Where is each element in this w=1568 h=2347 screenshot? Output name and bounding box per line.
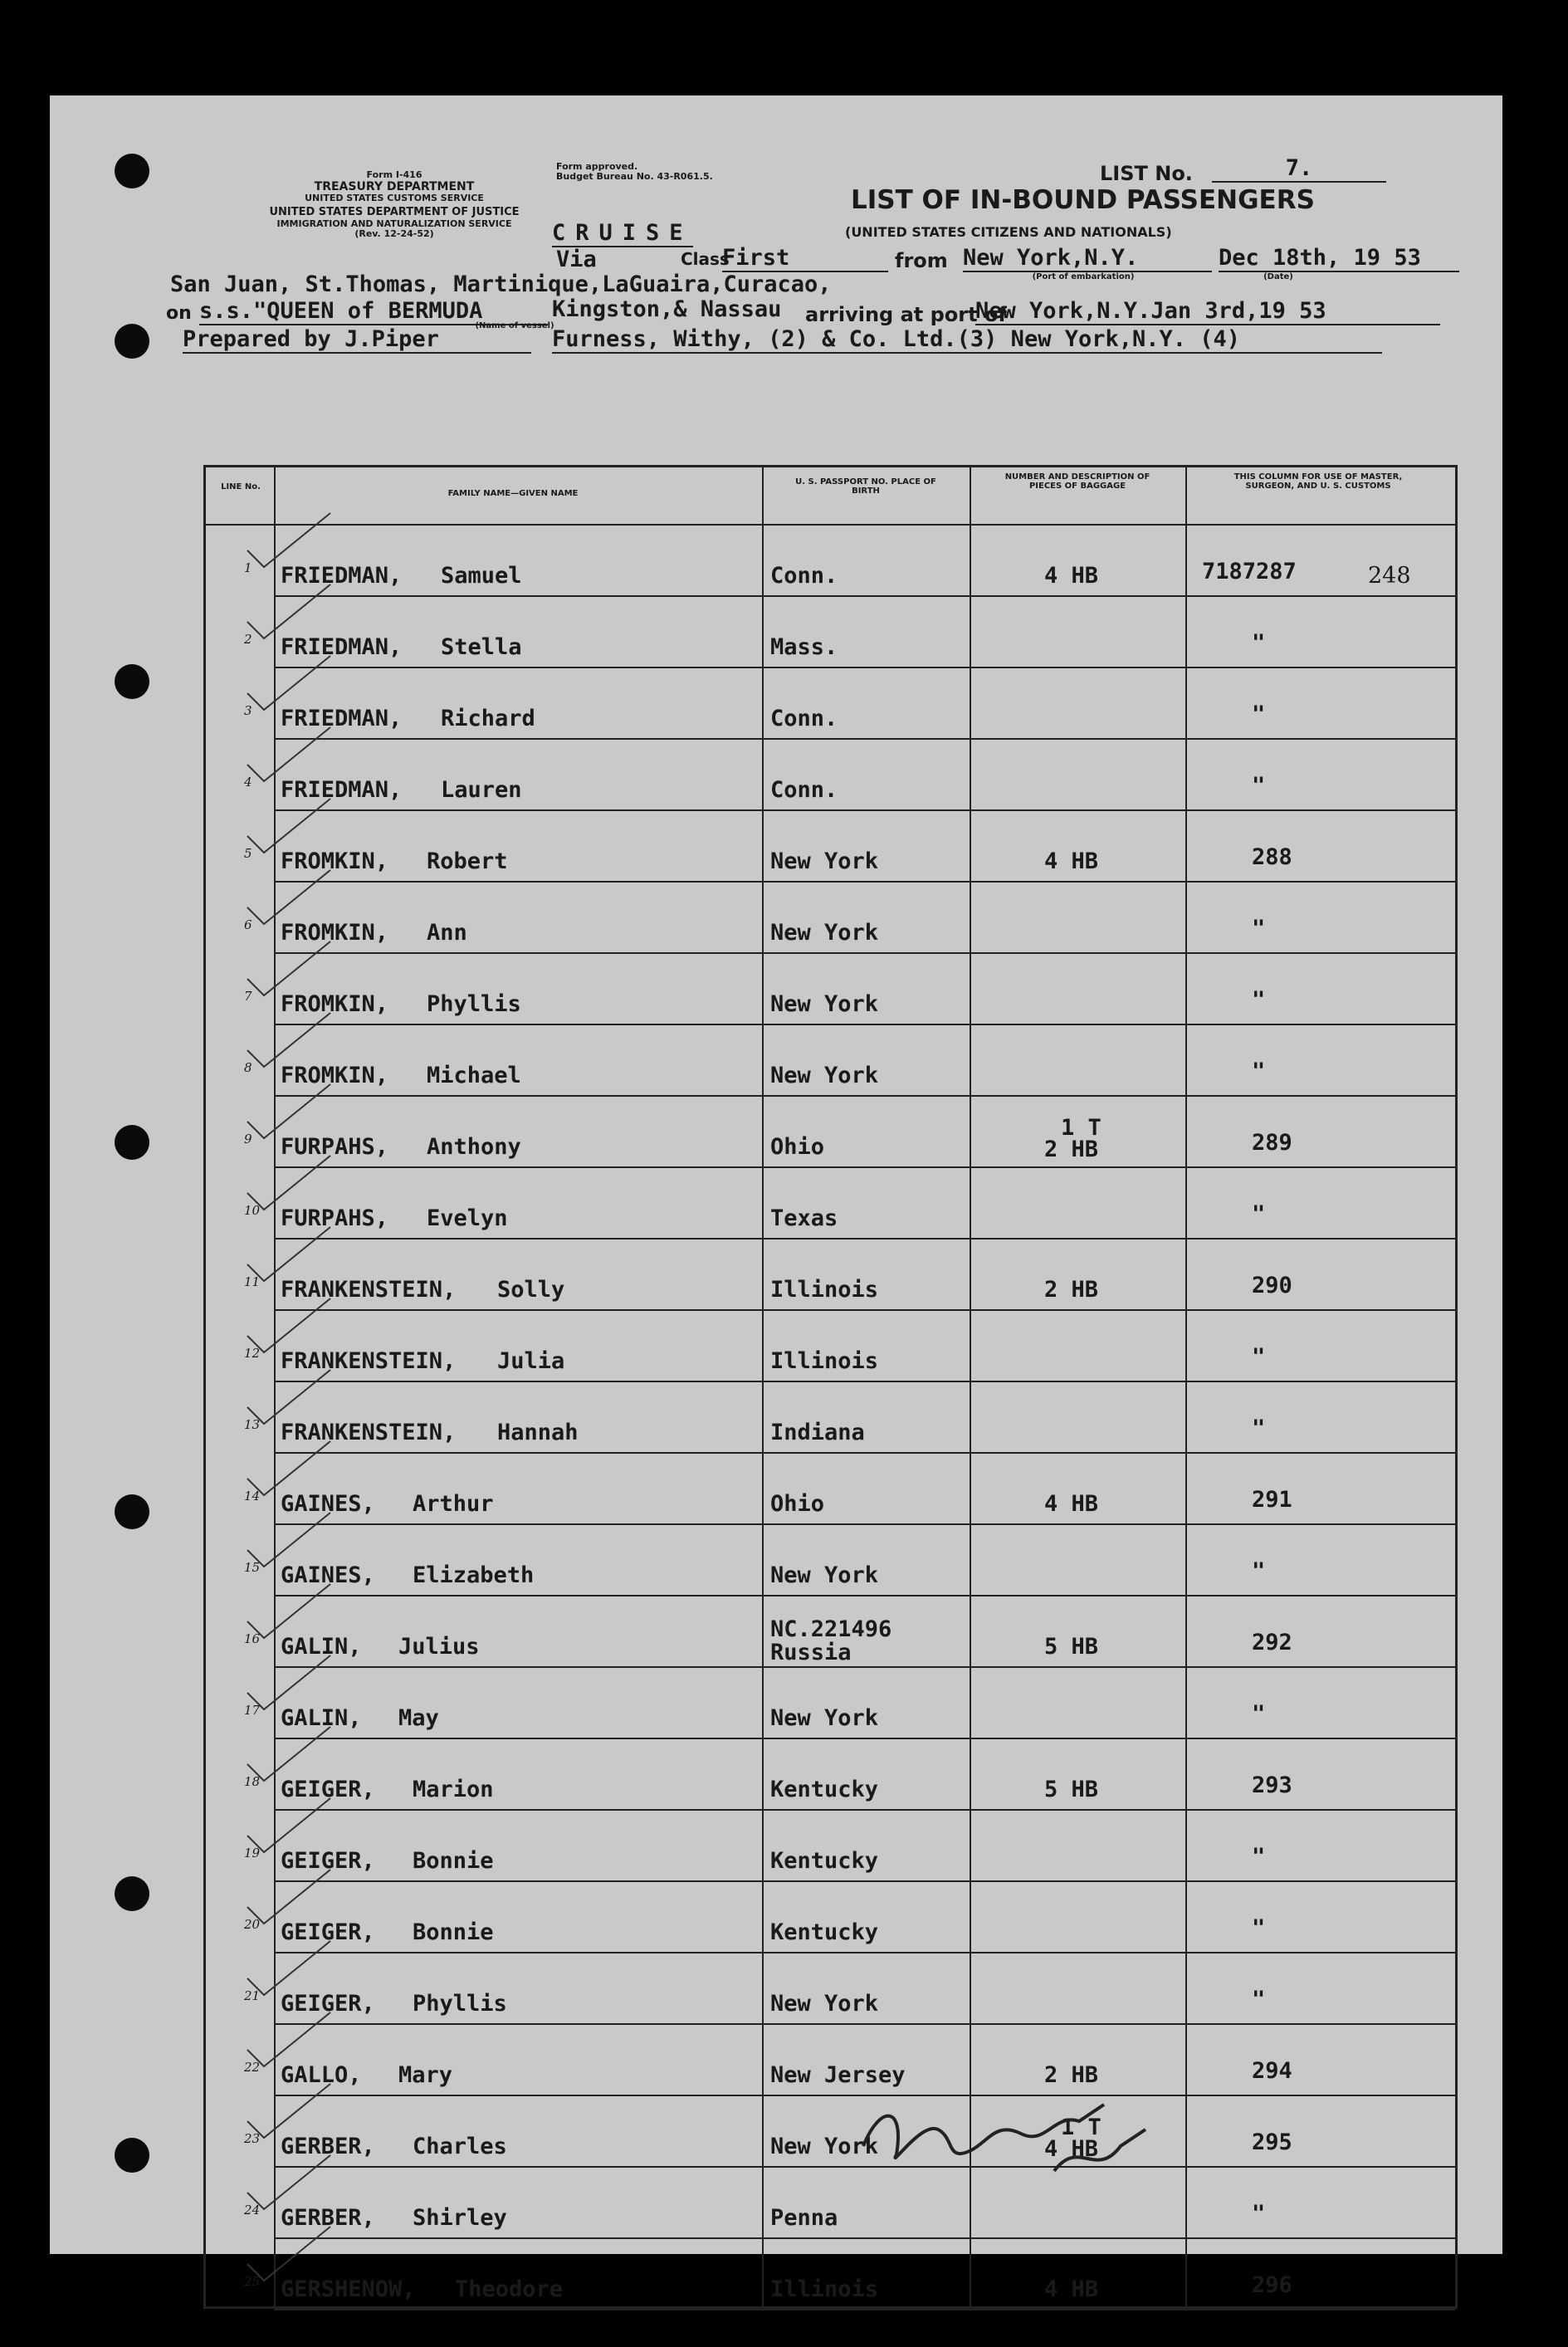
form-number: Form I-416 bbox=[366, 169, 423, 180]
class-value: First bbox=[722, 245, 888, 272]
line-number: 20 bbox=[244, 1917, 261, 1932]
customs-line: UNITED STATES CUSTOMS SERVICE bbox=[305, 193, 484, 203]
table-row bbox=[206, 1382, 1455, 1454]
customs-entry: " bbox=[1252, 1987, 1266, 2012]
family-name: FURPAHS, bbox=[281, 1134, 389, 1160]
place-of-birth: Illinois bbox=[770, 1348, 879, 1374]
given-name: Arthur bbox=[413, 1491, 494, 1517]
table-row bbox=[206, 1311, 1455, 1382]
table-row bbox=[206, 1668, 1455, 1739]
place-of-birth: New York bbox=[770, 848, 879, 874]
given-name: Julia bbox=[497, 1348, 565, 1374]
list-subtitle: (UNITED STATES CITIZENS AND NATIONALS) bbox=[845, 224, 1172, 240]
punch-hole-icon bbox=[115, 154, 149, 188]
customs-entry: 295 bbox=[1252, 2129, 1292, 2155]
line-number: 24 bbox=[244, 2203, 261, 2217]
place-of-birth: Illinois bbox=[770, 2276, 879, 2302]
place-of-birth: Penna bbox=[770, 2205, 838, 2231]
given-name: Shirley bbox=[413, 2205, 507, 2231]
customs-entry: " bbox=[1252, 2201, 1266, 2227]
family-name: FRIEDMAN, bbox=[281, 706, 403, 731]
agent-line: Furness, Withy, (2) & Co. Ltd.(3) New York,N.Y. (4) bbox=[552, 326, 1382, 354]
table-row bbox=[206, 526, 1455, 597]
baggage: 2 HB bbox=[1044, 2062, 1099, 2088]
port-caption: (Port of embarkation) bbox=[1032, 272, 1135, 281]
table-row bbox=[206, 1168, 1455, 1240]
baggage-line-2: 2 HB bbox=[1044, 1137, 1099, 1162]
place-of-birth: Kentucky bbox=[770, 1848, 879, 1874]
customs-entry: " bbox=[1252, 1344, 1266, 1370]
line-number: 4 bbox=[244, 775, 252, 790]
line-number: 15 bbox=[244, 1560, 261, 1575]
punch-hole-icon bbox=[115, 664, 149, 699]
date-caption: (Date) bbox=[1263, 272, 1293, 281]
table-row bbox=[206, 1596, 1455, 1668]
customs-entry: 294 bbox=[1252, 2058, 1292, 2084]
place-of-birth: Conn. bbox=[770, 706, 838, 731]
customs-entry: " bbox=[1252, 1059, 1266, 1084]
given-name: Bonnie bbox=[413, 1848, 494, 1874]
given-name: Bonnie bbox=[413, 1919, 494, 1945]
table-row bbox=[206, 740, 1455, 811]
customs-entry: 296 bbox=[1252, 2272, 1292, 2298]
table-row bbox=[206, 1240, 1455, 1311]
place-of-birth: New York bbox=[770, 1063, 879, 1088]
customs-extra: 248 bbox=[1368, 563, 1411, 589]
customs-entry: " bbox=[1252, 1915, 1266, 1941]
header-passport: U. S. PASSPORT NO. PLACE OF BIRTH bbox=[795, 477, 936, 496]
line-number: 16 bbox=[244, 1631, 261, 1646]
table-row bbox=[206, 1811, 1455, 1882]
port-of-embarkation: New York,N.Y. bbox=[963, 245, 1212, 272]
given-name: Richard bbox=[441, 706, 535, 731]
given-name: May bbox=[398, 1705, 439, 1731]
family-name: GEIGER, bbox=[281, 1991, 375, 2017]
table-row bbox=[206, 1882, 1455, 1953]
arriving-label: arriving at port of bbox=[805, 303, 1007, 326]
given-name: Theodore bbox=[455, 2276, 564, 2302]
given-name: Robert bbox=[427, 848, 508, 874]
place-of-birth: New York bbox=[770, 1705, 879, 1731]
given-name: Phyllis bbox=[413, 1991, 507, 2017]
place-of-birth: Ohio bbox=[770, 1491, 825, 1517]
revision-line: (Rev. 12-24-52) bbox=[354, 228, 434, 239]
line-number: 25 bbox=[244, 2274, 261, 2289]
line-number: 21 bbox=[244, 1988, 261, 2003]
table-row bbox=[206, 668, 1455, 740]
form-approved: Form approved. bbox=[556, 161, 638, 172]
customs-entry: " bbox=[1252, 987, 1266, 1013]
line-number: 8 bbox=[244, 1060, 252, 1075]
header-baggage: NUMBER AND DESCRIPTION OF PIECES OF BAGGAGE bbox=[1004, 472, 1150, 491]
place-of-birth: New York bbox=[770, 2134, 879, 2159]
family-name: GEIGER, bbox=[281, 1848, 375, 1874]
passenger-table bbox=[203, 465, 1458, 2309]
place-of-birth: Russia bbox=[770, 1640, 852, 1665]
line-number: 13 bbox=[244, 1417, 261, 1432]
table-row bbox=[206, 2096, 1455, 2168]
embark-date: Dec 18th, 19 53 bbox=[1219, 245, 1459, 272]
table-row bbox=[206, 597, 1455, 668]
customs-entry: " bbox=[1252, 702, 1266, 727]
from-label: from bbox=[895, 249, 948, 272]
customs-entry: 288 bbox=[1252, 844, 1292, 870]
arrival-port-date: New York,N.Y.Jan 3rd,19 53 bbox=[975, 298, 1440, 325]
approval-block bbox=[556, 162, 772, 182]
given-name: Charles bbox=[413, 2134, 507, 2159]
punch-hole-icon bbox=[115, 1125, 149, 1160]
punch-hole-icon bbox=[115, 1494, 149, 1529]
given-name: Lauren bbox=[441, 777, 522, 803]
class-label: Class bbox=[681, 249, 730, 269]
form-id-block bbox=[216, 170, 573, 239]
place-of-birth: New York bbox=[770, 991, 879, 1017]
ins-line: IMMIGRATION AND NATURALIZATION SERVICE bbox=[276, 218, 512, 229]
header-customs: THIS COLUMN FOR USE OF MASTER, SURGEON, AND U. S. CUSTOMS bbox=[1233, 472, 1403, 491]
baggage: 2 HB bbox=[1044, 1277, 1099, 1303]
punch-hole-icon bbox=[115, 1876, 149, 1911]
line-number: 5 bbox=[244, 846, 252, 861]
customs-entry: 293 bbox=[1252, 1772, 1292, 1798]
customs-entry: 7187287 bbox=[1202, 559, 1297, 584]
list-number: 7. bbox=[1212, 155, 1386, 183]
place-of-birth: New Jersey bbox=[770, 2062, 906, 2088]
header-name: FAMILY NAME—GIVEN NAME bbox=[447, 489, 579, 498]
vessel-name: s.s."QUEEN of BERMUDA bbox=[199, 298, 548, 325]
line-number: 17 bbox=[244, 1703, 261, 1718]
baggage: 1 T bbox=[1061, 1115, 1102, 1141]
table-row bbox=[206, 1025, 1455, 1097]
given-name: Mary bbox=[398, 2062, 453, 2088]
given-name: Samuel bbox=[441, 563, 522, 589]
route-line-2: Kingston,& Nassau bbox=[552, 296, 782, 322]
given-name: Hannah bbox=[497, 1420, 579, 1445]
line-number: 11 bbox=[244, 1274, 261, 1289]
family-name: GALIN, bbox=[281, 1705, 362, 1731]
family-name: GAINES, bbox=[281, 1562, 375, 1588]
place-of-birth: Conn. bbox=[770, 563, 838, 589]
given-name: Julius bbox=[398, 1634, 480, 1660]
list-no-label: LIST No. bbox=[1100, 162, 1193, 185]
table-row bbox=[206, 2239, 1455, 2310]
via-label: Via bbox=[556, 247, 597, 272]
baggage: 4 HB bbox=[1044, 1491, 1099, 1517]
family-name: GALLO, bbox=[281, 2062, 362, 2088]
family-name: FROMKIN, bbox=[281, 1063, 389, 1088]
place-of-birth: Indiana bbox=[770, 1420, 865, 1445]
baggage: 4 HB bbox=[1044, 563, 1099, 589]
passport-no: NC.221496 bbox=[770, 1616, 892, 1642]
place-of-birth: Mass. bbox=[770, 634, 838, 660]
baggage-line-2: 4 HB bbox=[1044, 2136, 1099, 2162]
given-name: Stella bbox=[441, 634, 522, 660]
customs-entry: " bbox=[1252, 916, 1266, 941]
customs-entry: " bbox=[1252, 1844, 1266, 1870]
treasury-line: TREASURY DEPARTMENT bbox=[314, 180, 475, 193]
on-label: on bbox=[166, 303, 192, 324]
line-number: 10 bbox=[244, 1203, 261, 1218]
table-row bbox=[206, 1097, 1455, 1168]
family-name: FROMKIN, bbox=[281, 848, 389, 874]
route-line-1: San Juan, St.Thomas, Martinique,LaGuaira,Curacao, bbox=[170, 271, 832, 297]
place-of-birth: New York bbox=[770, 1562, 879, 1588]
given-name: Solly bbox=[497, 1277, 565, 1303]
family-name: GAINES, bbox=[281, 1491, 375, 1517]
line-number: 3 bbox=[244, 703, 252, 718]
table-row bbox=[206, 2168, 1455, 2239]
line-number: 9 bbox=[244, 1132, 252, 1147]
baggage: 4 HB bbox=[1044, 2276, 1099, 2302]
table-row bbox=[206, 1739, 1455, 1811]
family-name: FRIEDMAN, bbox=[281, 563, 403, 589]
line-number: 18 bbox=[244, 1774, 261, 1789]
customs-entry: 290 bbox=[1252, 1273, 1292, 1298]
customs-entry: " bbox=[1252, 1201, 1266, 1227]
place-of-birth: New York bbox=[770, 1991, 879, 2017]
customs-entry: 291 bbox=[1252, 1487, 1292, 1513]
table-row bbox=[206, 954, 1455, 1025]
line-number: 19 bbox=[244, 1846, 261, 1860]
family-name: FRANKENSTEIN, bbox=[281, 1348, 457, 1374]
line-number: 6 bbox=[244, 917, 252, 932]
given-name: Michael bbox=[427, 1063, 521, 1088]
given-name: Ann bbox=[427, 920, 467, 946]
vessel-caption: (Name of vessel) bbox=[475, 321, 554, 330]
customs-entry: 292 bbox=[1252, 1630, 1292, 1655]
table-row bbox=[206, 1454, 1455, 1525]
place-of-birth: Kentucky bbox=[770, 1919, 879, 1945]
family-name: FROMKIN, bbox=[281, 920, 389, 946]
line-number: 7 bbox=[244, 989, 252, 1004]
family-name: FRIEDMAN, bbox=[281, 634, 403, 660]
place-of-birth: Kentucky bbox=[770, 1777, 879, 1802]
line-number: 12 bbox=[244, 1346, 261, 1361]
line-number: 2 bbox=[244, 632, 252, 647]
given-name: Phyllis bbox=[427, 991, 521, 1017]
punch-hole-icon bbox=[115, 2138, 149, 2173]
given-name: Marion bbox=[413, 1777, 494, 1802]
place-of-birth: Texas bbox=[770, 1205, 838, 1231]
customs-entry: 289 bbox=[1252, 1130, 1292, 1156]
prepared-by: Prepared by J.Piper bbox=[183, 326, 531, 354]
line-number: 14 bbox=[244, 1489, 261, 1504]
customs-entry: " bbox=[1252, 1558, 1266, 1584]
line-number: 23 bbox=[244, 2131, 261, 2146]
family-name: FRIEDMAN, bbox=[281, 777, 403, 803]
given-name: Evelyn bbox=[427, 1205, 508, 1231]
place-of-birth: Ohio bbox=[770, 1134, 825, 1160]
family-name: GERSHENOW, bbox=[281, 2276, 416, 2302]
line-number: 22 bbox=[244, 2060, 261, 2075]
cruise-label: CRUISE bbox=[552, 220, 693, 246]
table-row bbox=[206, 811, 1455, 883]
family-name: GEIGER, bbox=[281, 1919, 375, 1945]
table-row bbox=[206, 1953, 1455, 2025]
table-header bbox=[206, 467, 1455, 526]
family-name: FRANKENSTEIN, bbox=[281, 1277, 457, 1303]
family-name: FRANKENSTEIN, bbox=[281, 1420, 457, 1445]
family-name: FURPAHS, bbox=[281, 1205, 389, 1231]
table-row bbox=[206, 1525, 1455, 1596]
list-title: LIST OF IN-BOUND PASSENGERS bbox=[851, 185, 1315, 215]
manifest-sheet bbox=[50, 95, 1502, 2302]
place-of-birth: Conn. bbox=[770, 777, 838, 803]
family-name: GALIN, bbox=[281, 1634, 362, 1660]
customs-entry: " bbox=[1252, 1701, 1266, 1727]
family-name: GERBER, bbox=[281, 2205, 375, 2231]
given-name: Elizabeth bbox=[413, 1562, 535, 1588]
family-name: GEIGER, bbox=[281, 1777, 375, 1802]
line-number: 1 bbox=[244, 560, 252, 575]
place-of-birth: Illinois bbox=[770, 1277, 879, 1303]
handwritten-signature-icon bbox=[847, 2071, 1162, 2188]
punch-hole-icon bbox=[115, 324, 149, 359]
customs-entry: " bbox=[1252, 1416, 1266, 1441]
header-line-no: LINE No. bbox=[221, 482, 261, 491]
customs-entry: " bbox=[1252, 630, 1266, 656]
given-name: Anthony bbox=[427, 1134, 521, 1160]
table-row bbox=[206, 883, 1455, 954]
customs-entry: " bbox=[1252, 773, 1266, 799]
baggage: 1 T bbox=[1061, 2115, 1102, 2140]
baggage: 4 HB bbox=[1044, 848, 1099, 874]
place-of-birth: New York bbox=[770, 920, 879, 946]
table-row bbox=[206, 2025, 1455, 2096]
baggage: 5 HB bbox=[1044, 1634, 1099, 1660]
budget-bureau: Budget Bureau No. 43-R061.5. bbox=[556, 171, 713, 182]
family-name: GERBER, bbox=[281, 2134, 375, 2159]
baggage: 5 HB bbox=[1044, 1777, 1099, 1802]
family-name: FROMKIN, bbox=[281, 991, 389, 1017]
justice-line: UNITED STATES DEPARTMENT OF JUSTICE bbox=[269, 206, 520, 218]
